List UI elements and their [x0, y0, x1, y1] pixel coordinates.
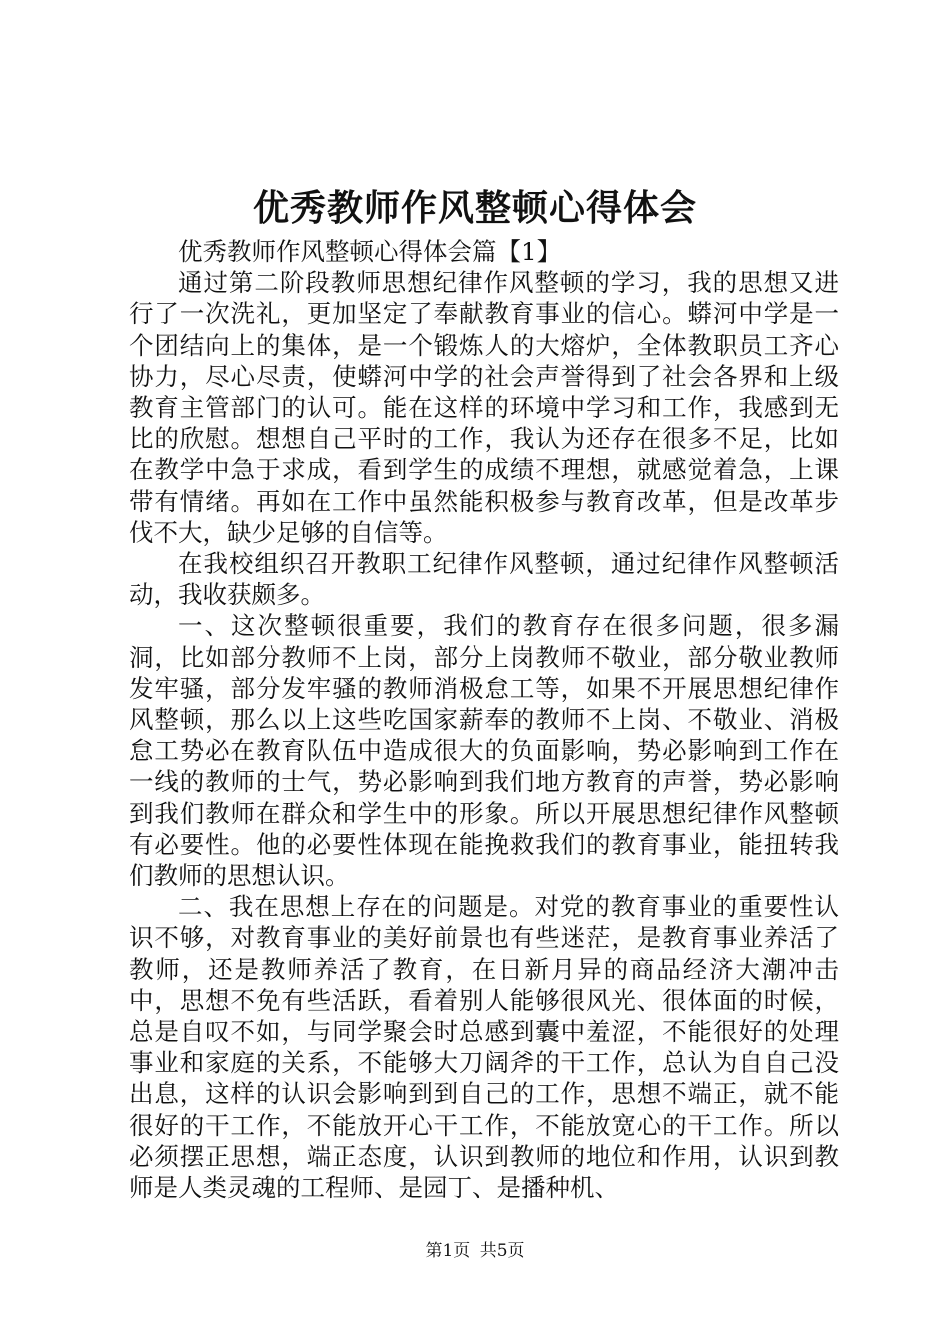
section-heading: 优秀教师作风整顿心得体会篇【1】 — [178, 237, 562, 266]
page-total: 共5页 — [479, 1241, 525, 1261]
paragraph: 二、我在思想上存在的问题是。对党的教育事业的重要性认识不够，对教育事业的美好前景也有些迷茫，是教育事业养活了教师，还是教师养活了教育，在日新月异的商品经济大潮冲击中，思想不免有些活跃，看着别人能够很风光、很体面的时候，总是自叹不如，与同学聚会时总感到囊中羞涩，不能很好的处理事业和家庭的关系，不能够大刀阔斧的干工作，总认为自自己没出息，这样的认识会影响到到自己的工作，思想不端正，就不能很好的干工作，不能放开心干工作，不能放宽心的干工作。所以必须摆正思想，端正态度，认识到教师的地位和作用，认识到教师是人类灵魂的工程师、是园丁、是播种机、 — [129, 892, 839, 1203]
page-number: 第1页 — [425, 1241, 471, 1261]
document-body — [129, 236, 839, 1203]
document-title: 优秀教师作风整顿心得体会 — [252, 187, 697, 229]
page-footer — [0, 1240, 950, 1262]
paragraph: 一、这次整顿很重要，我们的教育存在很多问题，很多漏洞，比如部分教师不上岗，部分上岗教师不敬业，部分敬业教师发牢骚，部分发牢骚的教师消极怠工等，如果不开展思想纪律作风整顿，那么以上这些吃国家薪奉的教师不上岗、不敬业、消极怠工势必在教育队伍中造成很大的负面影响，势必影响到工作在一线的教师的士气，势必影响到我们地方教育的声誉，势必影响到我们教师在群众和学生中的形象。所以开展思想纪律作风整顿有必要性。他的必要性体现在能挽救我们的教育事业，能扭转我们教师的思想认识。 — [129, 611, 839, 891]
paragraph: 在我校组织召开教职工纪律作风整顿，通过纪律作风整顿活动，我收获颇多。 — [129, 549, 839, 610]
paragraph: 通过第二阶段教师思想纪律作风整顿的学习，我的思想又进行了一次洗礼，更加坚定了奉献教育事业的信心。蟒河中学是一个团结向上的集体，是一个锻炼人的大熔炉，全体教职员工齐心协力，尽心尽责，使蟒河中学的社会声誉得到了社会各界和上级教育主管部门的认可。能在这样的环境中学习和工作，我感到无比的欣慰。想想自己平时的工作，我认为还存在很多不足，比如在教学中急于求成，看到学生的成绩不理想，就感觉着急，上课带有情绪。再如在工作中虽然能积极参与教育改革，但是改革步伐不大，缺少足够的自信等。 — [129, 268, 839, 547]
